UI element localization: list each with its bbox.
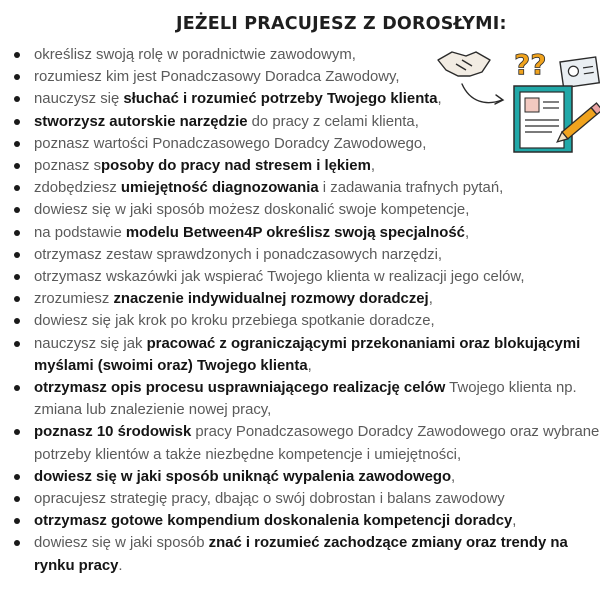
text: ,	[512, 513, 517, 530]
bullet-icon	[14, 296, 20, 302]
bullet-icon	[14, 474, 20, 480]
bullet-icon	[14, 318, 20, 324]
bold-text: znać i rozumieć zachodzące zmiany oraz trendy na rynku pracy	[34, 535, 568, 574]
list-item	[0, 177, 600, 199]
bold-text: stworzysz autorskie narzędzie	[34, 113, 248, 130]
list-item	[0, 155, 600, 177]
text: otrzymasz zestaw sprawdzonych i ponadczasowych narzędzi,	[34, 246, 443, 263]
text: Twojego klienta np. zmiana lub znalezienie nowej pracy,	[34, 380, 577, 419]
text: pracy Ponadczasowego Doradcy Zawodowego oraz wybrane potrzeby klientów a także niezbędne kompetencje i umiejętności,	[34, 424, 600, 463]
text: ,	[464, 224, 470, 241]
svg-text:??: ??	[514, 48, 547, 81]
bold-text: słuchać i rozumieć potrzeby Twojego klienta	[123, 91, 438, 108]
bullet-icon	[14, 230, 20, 236]
bullet-icon	[14, 252, 20, 258]
page-title: JEŻELI PRACUJESZ Z DOROSŁYMI:	[176, 14, 507, 34]
bold-text: modelu Between4P określisz swoją specjalność	[125, 224, 465, 241]
text: poznasz wartości Ponadczasowego Doradcy Zawodowego,	[34, 135, 427, 152]
bullet-icon	[14, 496, 20, 502]
list-item	[0, 266, 600, 288]
list-item	[0, 333, 600, 377]
text: ,	[307, 357, 312, 374]
bullet-icon	[14, 96, 20, 102]
bold-text: posoby do pracy nad stresem i lękiem	[101, 158, 371, 175]
text: poznasz s	[34, 158, 102, 175]
feature-list	[0, 44, 600, 577]
bold-text: poznasz 10 środowisk	[34, 424, 192, 441]
list-item	[0, 421, 600, 465]
bold-text: dowiesz się w jaki sposób uniknąć wypalenia zawodowego	[34, 468, 452, 485]
list-item	[0, 88, 600, 110]
list-item	[0, 222, 600, 244]
text: na podstawie	[34, 224, 126, 241]
list-item	[0, 510, 600, 532]
text: dowiesz się w jaki sposób	[34, 535, 209, 552]
text: dowiesz się jak krok po kroku przebiega spotkanie doradcze,	[34, 313, 435, 330]
text: ,	[451, 468, 456, 485]
bullet-icon	[14, 141, 20, 147]
text: ,	[437, 91, 442, 108]
list-item	[0, 288, 600, 310]
text: ,	[370, 158, 375, 175]
bullet-icon	[14, 274, 20, 280]
text: nauczysz się jak	[34, 335, 147, 352]
text: określisz swoją rolę w poradnictwie zawodowym,	[34, 47, 356, 63]
list-item	[0, 310, 600, 332]
text: nauczysz się	[34, 91, 124, 108]
bold-text: znaczenie indywidualnej rozmowy doradczej	[113, 291, 429, 308]
text: opracujesz strategię pracy, dbając o swój dobrostan i balans zawodowy	[34, 491, 505, 508]
text: .	[118, 557, 123, 574]
text: zdobędziesz	[34, 180, 121, 197]
list-item	[0, 377, 600, 421]
list-item	[0, 133, 600, 155]
bullet-icon	[14, 518, 20, 524]
bullet-icon	[14, 429, 20, 435]
text: otrzymasz wskazówki jak wspierać Twojego klienta w realizacji jego celów,	[34, 269, 525, 286]
text: do pracy z celami klienta,	[247, 113, 419, 130]
list-item	[0, 199, 600, 221]
bullet-icon	[14, 540, 20, 546]
list-item	[0, 66, 600, 88]
bullet-icon	[14, 163, 20, 169]
bold-text: umiejętność diagnozowania	[120, 180, 319, 197]
bullet-icon	[14, 185, 20, 191]
bullet-icon	[14, 207, 20, 213]
list-item	[0, 488, 600, 510]
bullet-icon	[14, 52, 20, 58]
list-item	[0, 466, 600, 488]
text: ,	[428, 291, 433, 308]
text: dowiesz się w jaki sposób możesz doskonalić swoje kompetencje,	[34, 202, 470, 219]
bullet-icon	[14, 119, 20, 125]
bold-text: pracować z ograniczającymi przekonaniami oraz blokującymi myślami (swoimi oraz) Twojego klienta	[34, 335, 581, 374]
list-item	[0, 111, 600, 133]
text: i zadawania trafnych pytań,	[318, 180, 504, 197]
bold-text: otrzymasz opis procesu usprawniającego realizację celów	[34, 380, 446, 397]
list-item	[0, 244, 600, 266]
bullet-icon	[14, 385, 20, 391]
list-item	[0, 532, 600, 576]
list-item	[0, 44, 600, 66]
bullet-icon	[14, 74, 20, 80]
bullet-icon	[14, 341, 20, 347]
text: rozumiesz kim jest Ponadczasowy Doradca Zawodowy,	[34, 69, 400, 86]
bold-text: otrzymasz gotowe kompendium doskonalenia kompetencji doradcy	[34, 513, 513, 530]
text: zrozumiesz	[34, 291, 114, 308]
